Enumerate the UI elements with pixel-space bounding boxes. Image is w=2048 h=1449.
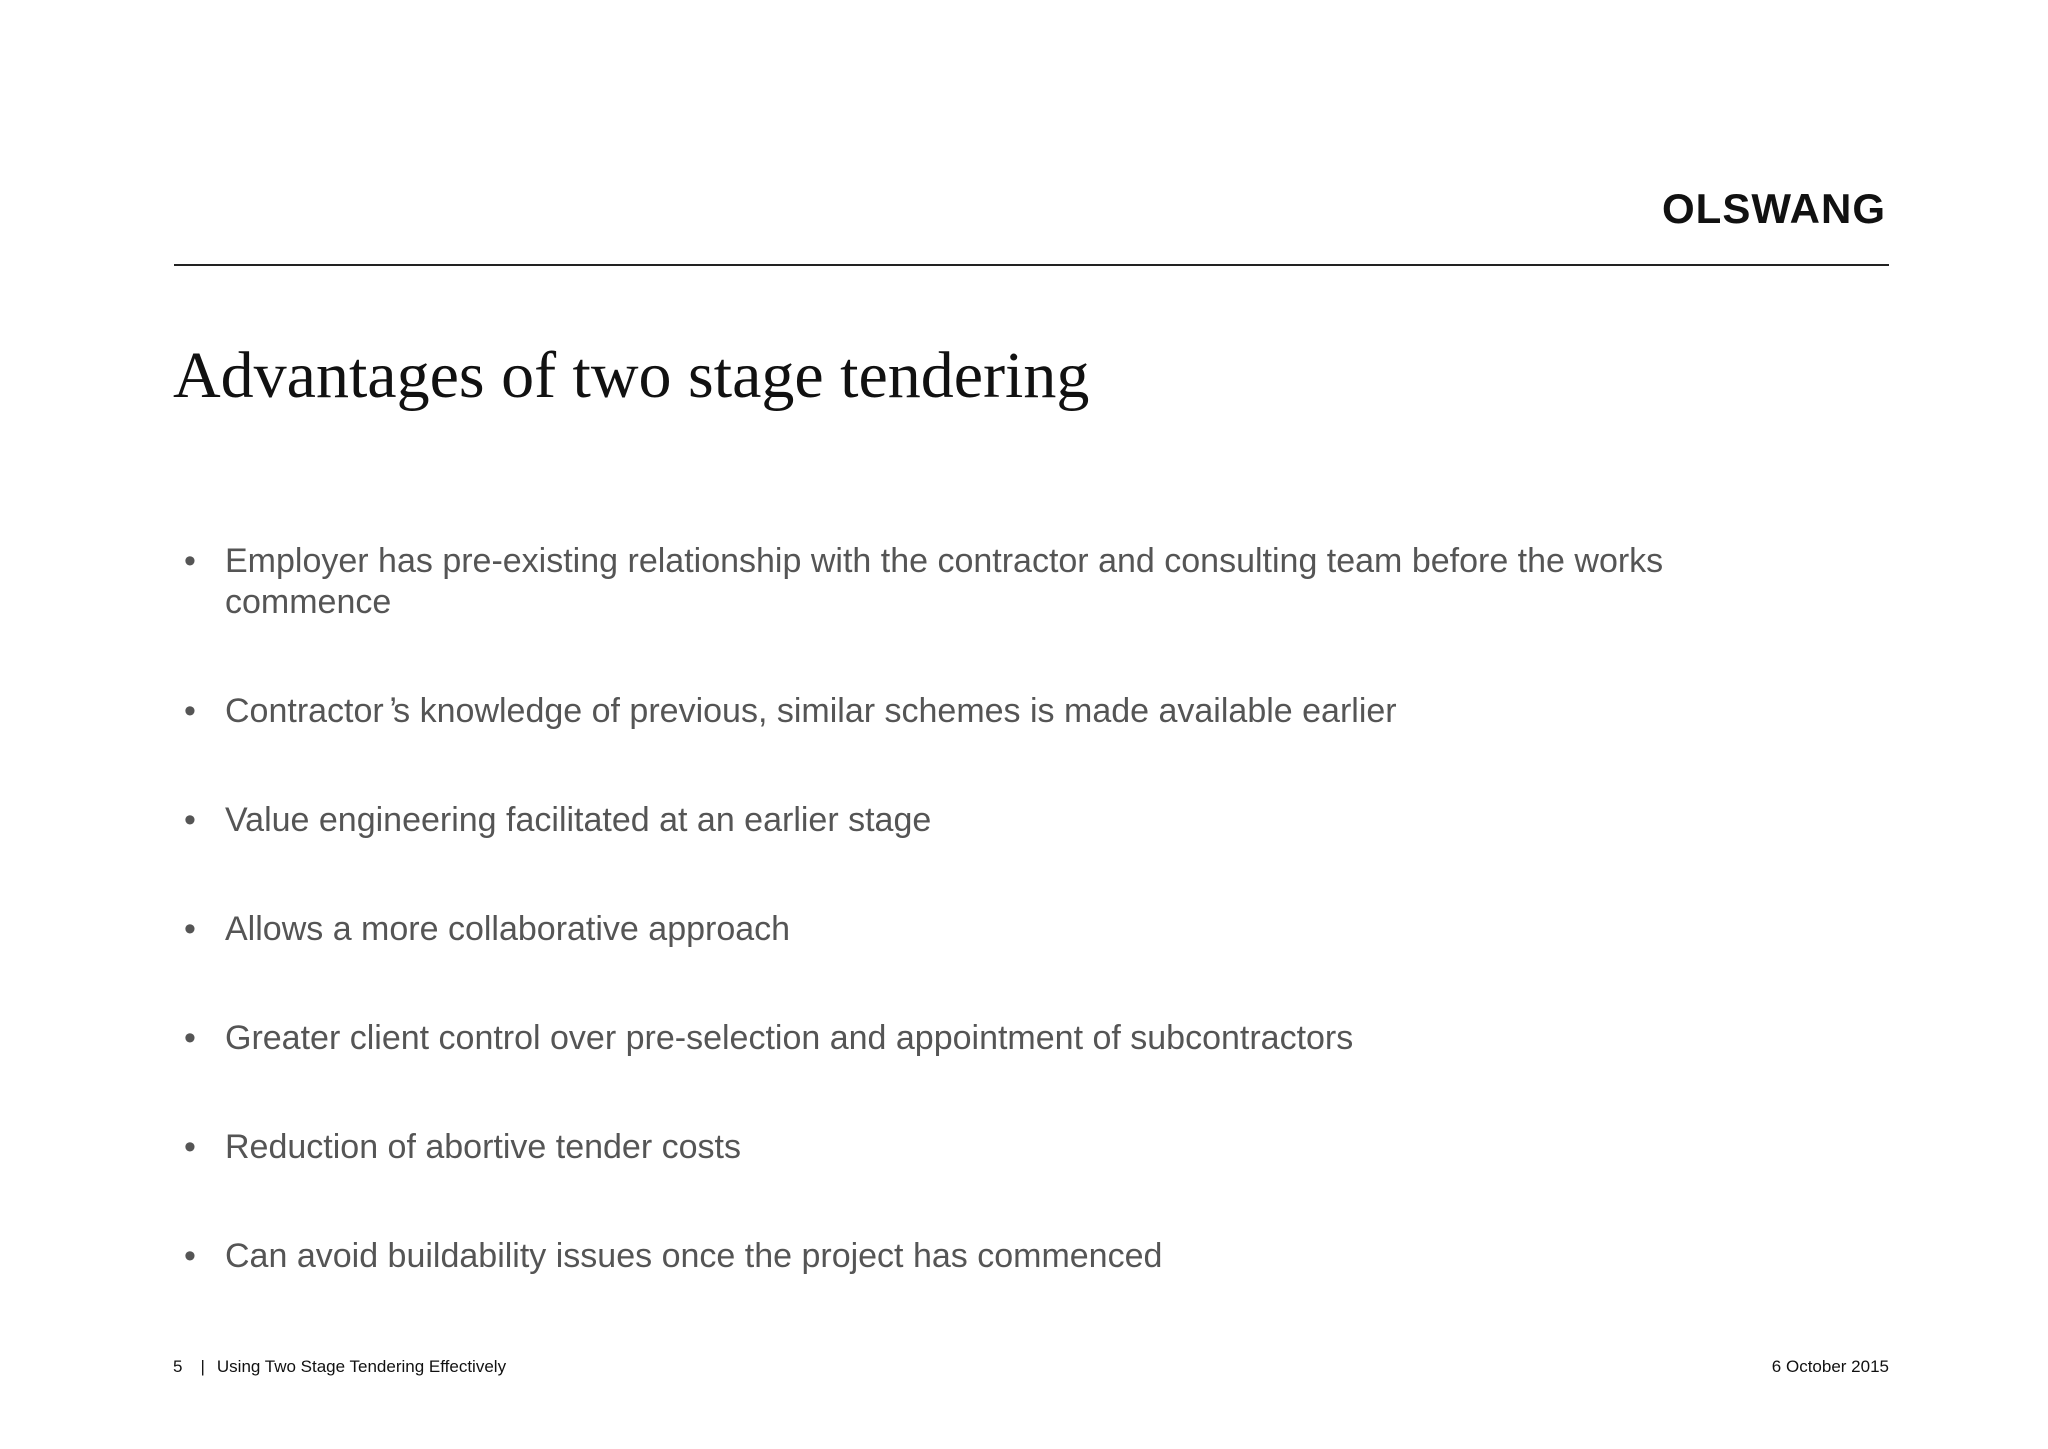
bullet-item bbox=[174, 800, 1794, 841]
bullet-item bbox=[174, 541, 1794, 623]
bullet-icon: • bbox=[184, 1237, 196, 1275]
bullet-text: Employer has pre-existing relationship with the contractor and consulting team before the works commence bbox=[225, 542, 1664, 621]
bullet-text: Value engineering facilitated at an earlier stage bbox=[225, 801, 932, 839]
bullet-text: Greater client control over pre-selection and appointment of subcontractors bbox=[225, 1019, 1354, 1057]
bullet-item bbox=[174, 909, 1794, 950]
presentation-title: Using Two Stage Tendering Effectively bbox=[216, 1357, 507, 1376]
footer-left bbox=[173, 1358, 506, 1375]
slide-title: Advantages of two stage tendering bbox=[173, 339, 1090, 412]
bullet-item bbox=[174, 1018, 1794, 1059]
bullet-item bbox=[174, 691, 1794, 732]
bullet-icon: • bbox=[184, 542, 196, 580]
bullet-text: Contractor ̓s knowledge of previous, similar schemes is made available earlier bbox=[225, 692, 1397, 730]
bullet-item bbox=[174, 1236, 1794, 1277]
footer-date: 6 October 2015 bbox=[1771, 1357, 1889, 1376]
bullet-list bbox=[174, 541, 1794, 1345]
bullet-text: Allows a more collaborative approach bbox=[225, 910, 791, 948]
bullet-icon: • bbox=[184, 692, 196, 730]
bullet-icon: • bbox=[184, 801, 196, 839]
bullet-icon: • bbox=[184, 1019, 196, 1057]
bullet-icon: • bbox=[184, 910, 196, 948]
olswang-logo: OLSWANG bbox=[1662, 185, 1886, 232]
bullet-icon: • bbox=[184, 1128, 196, 1166]
bullet-text: Reduction of abortive tender costs bbox=[225, 1128, 741, 1166]
footer-separator: | bbox=[200, 1357, 205, 1376]
bullet-text: Can avoid buildability issues once the project has commenced bbox=[225, 1237, 1163, 1275]
bullet-item bbox=[174, 1127, 1794, 1168]
page-number: 5 bbox=[173, 1357, 183, 1376]
header-divider bbox=[174, 264, 1889, 266]
